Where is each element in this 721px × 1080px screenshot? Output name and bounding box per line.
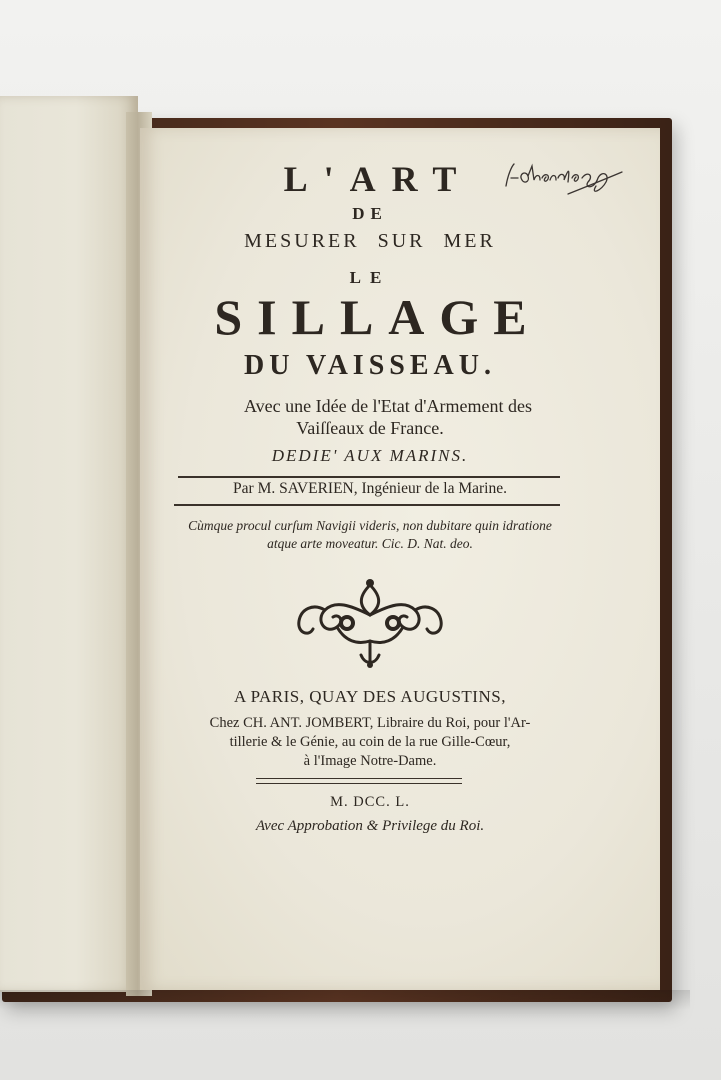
double-rule <box>256 778 462 784</box>
imprint-line-1: A PARIS, QUAY DES AUGUSTINS, <box>234 687 506 706</box>
epigraph-line-1: Cùmque procul curſum Navigii videris, non dubitare quin idratione <box>188 518 552 533</box>
title-line-sillage: SILLAGE <box>214 289 542 345</box>
ornament-icon <box>295 575 445 670</box>
left-page <box>0 96 138 992</box>
dedication-line: DEDIE' AUX MARINS. <box>271 446 469 465</box>
title-line-mesurer: MESURER SUR MER <box>244 230 496 252</box>
book-shadow <box>0 990 690 1010</box>
author-line: Par M. SAVERIEN, Ingénieur de la Marine. <box>233 480 507 497</box>
title-page <box>140 128 660 990</box>
title-line-de: DE <box>352 204 388 223</box>
publication-year: M. DCC. L. <box>330 794 410 810</box>
imprint-line-3: tillerie & le Génie, au coin de la rue Gille-Cœur, <box>229 734 511 750</box>
title-line-art: L'ART <box>283 159 473 199</box>
imprint-line-4: à l'Image Notre-Dame. <box>303 753 437 769</box>
title-line-vaisseau: DU VAISSEAU. <box>244 350 496 381</box>
rule-bottom <box>174 504 560 506</box>
title-line-le: LE <box>349 268 391 287</box>
rule-top <box>178 476 560 478</box>
imprint-line-2: Chez CH. ANT. JOMBERT, Libraire du Roi, pour l'Ar- <box>209 715 531 731</box>
epigraph-line-2: atque arte moveatur. Cic. D. Nat. deo. <box>267 536 473 551</box>
subtitle-line-1: Avec une Idée de l'Etat d'Armement des <box>243 396 533 416</box>
subtitle-line-2: Vaiſſeaux de France. <box>296 418 444 438</box>
approbation-line: Avec Approbation & Privilege du Roi. <box>255 818 485 834</box>
